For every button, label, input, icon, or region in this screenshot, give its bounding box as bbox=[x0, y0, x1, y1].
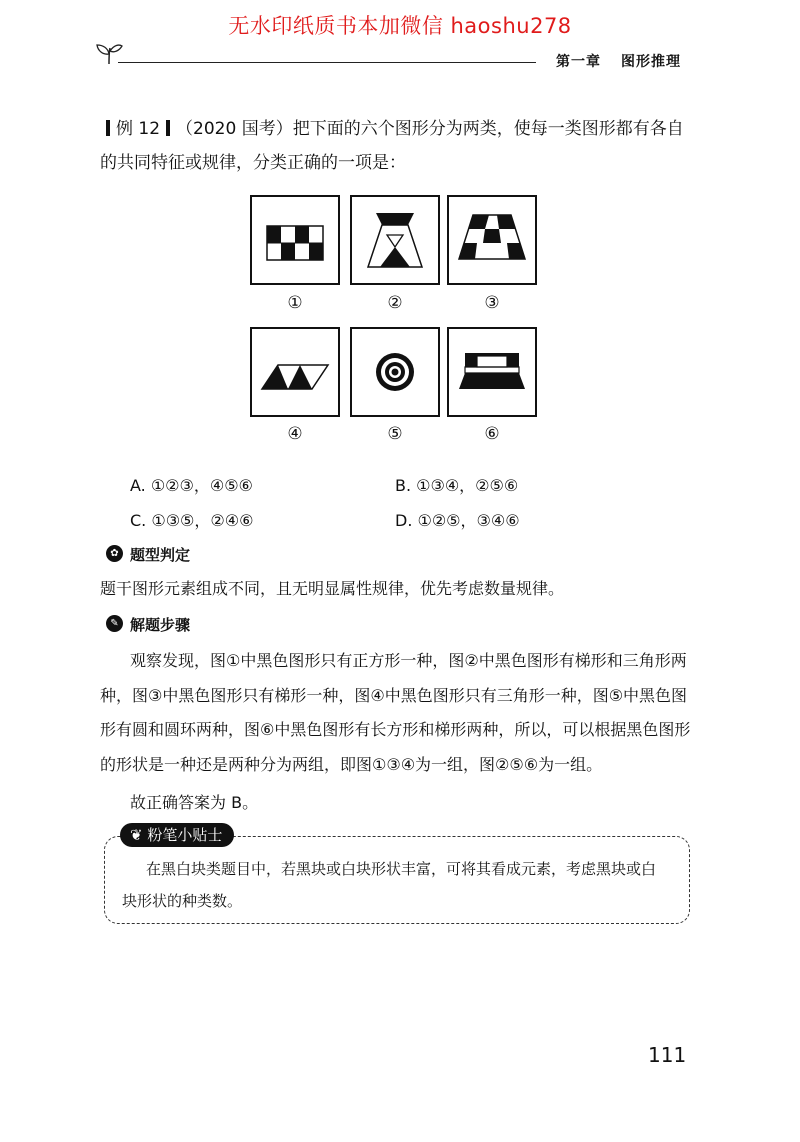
solution-heading bbox=[110, 614, 191, 635]
header-rule bbox=[118, 62, 536, 63]
solution-line-4: 的形状是一种还是两种分为两组，即图①③④为一组，图②⑤⑥为一组。 bbox=[100, 755, 603, 774]
tip-label-text: 粉笔小贴士 bbox=[147, 826, 223, 844]
leaf-icon: ❦ bbox=[130, 826, 148, 844]
gear-icon: ✿ bbox=[106, 545, 123, 562]
figure-label-5: ⑤ bbox=[387, 424, 403, 444]
option-c: C. ①③⑤，②④⑥ bbox=[130, 511, 254, 530]
figure-label-2: ② bbox=[387, 293, 403, 313]
solution-line-1: 观察发现，图①中黑色图形只有正方形一种，图②中黑色图形有梯形和三角形两 bbox=[130, 651, 687, 670]
tip-line-2: 块形状的种类数。 bbox=[122, 892, 243, 910]
page-number: 111 bbox=[648, 1043, 687, 1067]
tip-line-1: 在黑白块类题目中，若黑块或白块形状丰富，可将其看成元素，考虑黑块或白 bbox=[146, 860, 657, 878]
figure-3 bbox=[447, 195, 537, 285]
figure-label-3: ③ bbox=[484, 293, 500, 313]
watermark-text: 无水印纸质书本加微信 haoshu278 bbox=[228, 14, 572, 38]
figure-4 bbox=[250, 327, 340, 417]
solution-title: 解题步骤 bbox=[130, 616, 191, 634]
section-label: 图形推理 bbox=[621, 54, 681, 70]
checker-squares-icon bbox=[252, 197, 338, 283]
judgment-title: 题型判定 bbox=[130, 546, 191, 564]
figure-5 bbox=[350, 327, 440, 417]
chapter-label: 第一章 bbox=[556, 54, 601, 70]
concentric-circles-icon bbox=[352, 329, 438, 415]
question-line-1 bbox=[100, 116, 684, 142]
figure-1 bbox=[250, 195, 340, 285]
steps-icon: ✎ bbox=[106, 615, 123, 632]
rectangle-trapezoid-icon bbox=[449, 329, 535, 415]
label-bar-left bbox=[106, 120, 110, 136]
trapezoid-grid-icon bbox=[449, 197, 535, 283]
option-a: A. ①②③，④⑤⑥ bbox=[130, 476, 253, 495]
option-b: B. ①③④，②⑤⑥ bbox=[395, 476, 519, 495]
tip-label bbox=[120, 823, 234, 847]
figure-label-4: ④ bbox=[287, 424, 303, 444]
question-line-2: 的共同特征或规律，分类正确的一项是： bbox=[100, 153, 406, 173]
trapezoid-triangles-icon bbox=[352, 197, 438, 283]
figure-2 bbox=[350, 195, 440, 285]
figure-label-6: ⑥ bbox=[484, 424, 500, 444]
judgment-heading bbox=[110, 544, 191, 565]
judgment-text: 题干图形元素组成不同，且无明显属性规律，优先考虑数量规律。 bbox=[100, 579, 565, 598]
figure-6 bbox=[447, 327, 537, 417]
solution-line-3: 形有圆和圆环两种，图⑥中黑色图形有长方形和梯形两种，所以，可以根据黑色图形 bbox=[100, 720, 691, 739]
question-text-1: （2020 国考）把下面的六个图形分为两类，使每一类图形都有各自 bbox=[176, 119, 684, 139]
figure-label-1: ① bbox=[287, 293, 303, 313]
parallelogram-triangles-icon bbox=[252, 329, 338, 415]
option-d: D. ①②⑤，③④⑥ bbox=[395, 511, 520, 530]
example-label: 例 12 bbox=[116, 119, 161, 139]
label-bar-right bbox=[166, 120, 170, 136]
running-header bbox=[556, 51, 681, 71]
solution-line-2: 种，图③中黑色图形只有梯形一种，图④中黑色图形只有三角形一种，图⑤中黑色图 bbox=[100, 686, 688, 705]
answer-line: 故正确答案为 B。 bbox=[130, 793, 259, 812]
